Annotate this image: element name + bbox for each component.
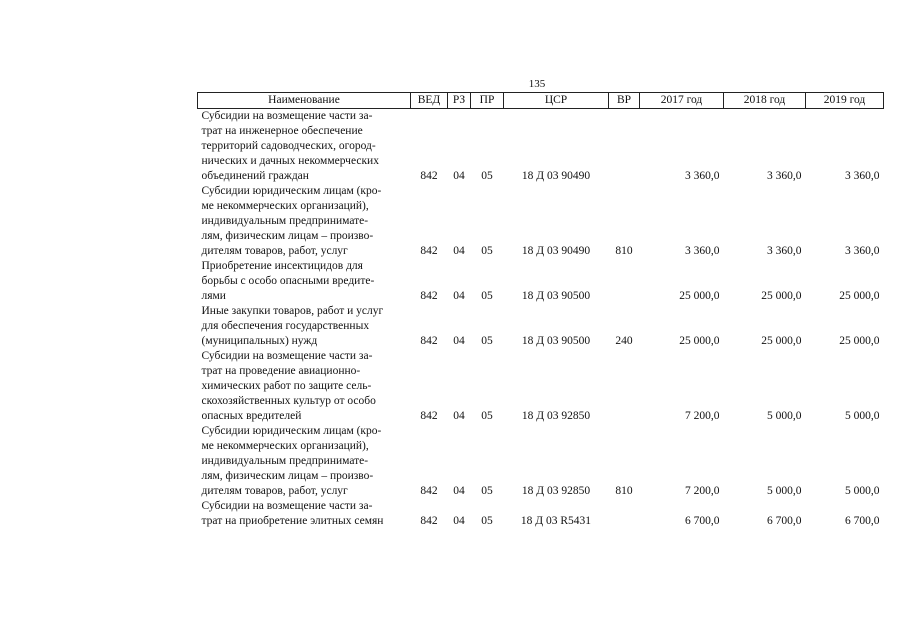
cell-2017: 7 200,0 (685, 410, 720, 422)
cell-name-line: трат на проведение авиационно- (201, 365, 361, 377)
cell-vr (609, 109, 640, 185)
cell-name-line: трат на инженерное обеспечение (201, 125, 363, 137)
cell-2019: 25 000,0 (839, 290, 880, 302)
cell-name-line: Иные закупки товаров, работ и услуг (201, 305, 384, 317)
cell-name-line: лям, физическим лицам – произво- (201, 230, 374, 242)
cell-csr: 18 Д 03 92850 (521, 410, 591, 422)
cell-rz: 04 (453, 335, 465, 347)
cell-2017: 3 360,0 (685, 245, 720, 257)
cell-name-line: дителям товаров, работ, услуг (201, 245, 348, 257)
cell-2017: 25 000,0 (679, 290, 720, 302)
cell-name (198, 349, 411, 424)
cell-name-line: ме некоммерческих организаций), (201, 200, 369, 212)
cell-name-line: Субсидии на возмещение части за- (201, 500, 373, 512)
cell-name-line: Субсидии на возмещение части за- (201, 110, 373, 122)
cell-2018: 3 360,0 (767, 245, 802, 257)
cell-2019: 3 360,0 (845, 170, 880, 182)
cell-name-line: индивидуальным предпринимате- (201, 455, 369, 467)
table-row (198, 304, 884, 349)
cell-name-line: борьбы с особо опасными вредите- (201, 275, 375, 287)
cell-vr: 810 (615, 245, 633, 257)
cell-2018: 25 000,0 (761, 335, 802, 347)
table-row (198, 424, 884, 499)
cell-2018: 5 000,0 (767, 485, 802, 497)
cell-csr: 18 Д 03 90490 (521, 245, 591, 257)
cell-pr: 05 (481, 290, 493, 302)
cell-2017: 7 200,0 (685, 485, 720, 497)
cell-csr: 18 Д 03 R5431 (520, 515, 592, 527)
cell-name-line: химических работ по защите сель- (201, 380, 372, 392)
cell-name (198, 184, 411, 259)
cell-pr: 05 (481, 485, 493, 497)
table-header-row (198, 93, 884, 109)
header-2019: 2019 год (806, 93, 884, 109)
cell-vr: 810 (615, 485, 633, 497)
cell-2019: 6 700,0 (845, 515, 880, 527)
cell-2018: 3 360,0 (767, 170, 802, 182)
header-2017: 2017 год (640, 93, 724, 109)
header-pr: ПР (471, 93, 504, 109)
cell-ved: 842 (420, 170, 438, 182)
cell-vr (609, 259, 640, 304)
cell-vr: 240 (615, 335, 633, 347)
header-rz: РЗ (448, 93, 471, 109)
cell-name-line: объединений граждан (201, 170, 309, 182)
cell-2019: 5 000,0 (845, 485, 880, 497)
cell-name-line: нических и дачных некоммерческих (201, 155, 379, 167)
cell-rz: 04 (453, 170, 465, 182)
cell-name-line: лями (201, 290, 226, 302)
cell-name-line: ме некоммерческих организаций), (201, 440, 369, 452)
cell-2019: 25 000,0 (839, 335, 880, 347)
cell-name-line: трат на приобретение элитных семян (201, 515, 384, 527)
cell-2017: 6 700,0 (685, 515, 720, 527)
cell-pr: 05 (481, 335, 493, 347)
table-row (198, 109, 884, 185)
table-row (198, 259, 884, 304)
cell-name-line: (муниципальных) нужд (201, 335, 318, 347)
cell-name (198, 424, 411, 499)
header-vr: ВР (609, 93, 640, 109)
cell-ved: 842 (420, 410, 438, 422)
cell-rz: 04 (453, 290, 465, 302)
cell-ved: 842 (420, 290, 438, 302)
cell-name-line: дителям товаров, работ, услуг (201, 485, 348, 497)
header-csr: ЦСР (504, 93, 609, 109)
cell-pr: 05 (481, 515, 493, 527)
cell-2017: 3 360,0 (685, 170, 720, 182)
cell-name-line: территорий садоводческих, огород- (201, 140, 376, 152)
table-row (198, 349, 884, 424)
cell-name-line: лям, физическим лицам – произво- (201, 470, 374, 482)
cell-csr: 18 Д 03 92850 (521, 485, 591, 497)
table-body (198, 109, 884, 530)
cell-ved: 842 (420, 245, 438, 257)
cell-pr: 05 (481, 245, 493, 257)
cell-2018: 6 700,0 (767, 515, 802, 527)
page-number: 135 (528, 78, 546, 90)
budget-table (197, 92, 884, 529)
cell-pr: 05 (481, 410, 493, 422)
header-2018: 2018 год (724, 93, 806, 109)
cell-name-line: Приобретение инсектицидов для (201, 260, 363, 272)
cell-rz: 04 (453, 485, 465, 497)
cell-2019: 5 000,0 (845, 410, 880, 422)
cell-ved: 842 (420, 515, 438, 527)
header-ved: ВЕД (411, 93, 448, 109)
cell-2018: 25 000,0 (761, 290, 802, 302)
cell-vr (609, 349, 640, 424)
cell-name-line: индивидуальным предпринимате- (201, 215, 369, 227)
cell-name-line: Субсидии юридическим лицам (кро- (201, 185, 382, 197)
cell-pr: 05 (481, 170, 493, 182)
cell-rz: 04 (453, 410, 465, 422)
cell-csr: 18 Д 03 90500 (521, 335, 591, 347)
table-row (198, 499, 884, 529)
header-name: Наименование (198, 93, 411, 109)
cell-ved: 842 (420, 485, 438, 497)
cell-csr: 18 Д 03 90490 (521, 170, 591, 182)
cell-rz: 04 (453, 515, 465, 527)
cell-vr (609, 499, 640, 529)
cell-ved: 842 (420, 335, 438, 347)
cell-name-line: скохозяйственных культур от особо (201, 395, 376, 407)
cell-name-line: для обеспечения государственных (201, 320, 370, 332)
cell-rz: 04 (453, 245, 465, 257)
cell-2019: 3 360,0 (845, 245, 880, 257)
cell-2018: 5 000,0 (767, 410, 802, 422)
cell-name-line: опасных вредителей (201, 410, 302, 422)
cell-name (198, 499, 411, 529)
cell-2017: 25 000,0 (679, 335, 720, 347)
cell-csr: 18 Д 03 90500 (521, 290, 591, 302)
table-row (198, 184, 884, 259)
cell-name-line: Субсидии на возмещение части за- (201, 350, 373, 362)
cell-name (198, 109, 411, 185)
cell-name (198, 259, 411, 304)
cell-name (198, 304, 411, 349)
cell-name-line: Субсидии юридическим лицам (кро- (201, 425, 382, 437)
